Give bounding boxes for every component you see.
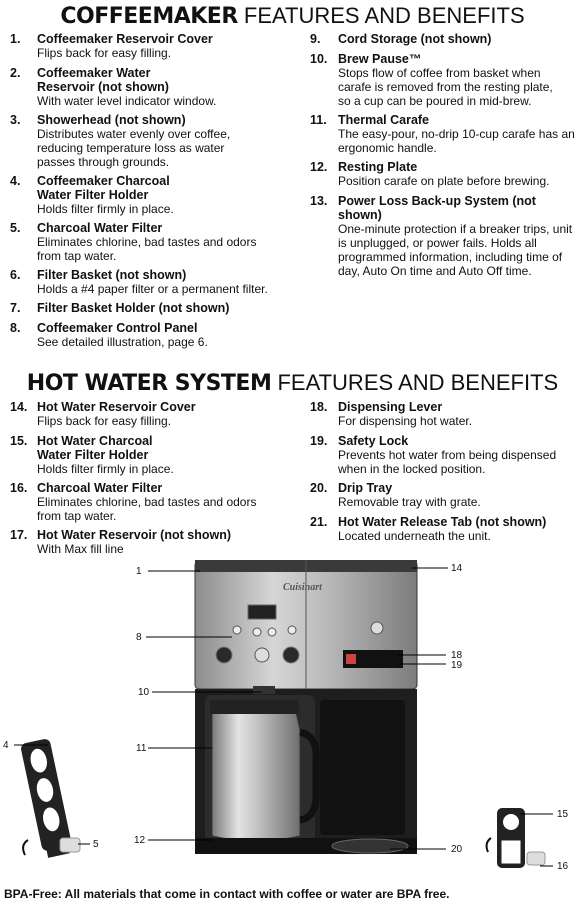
callout-19: 19 xyxy=(451,660,463,671)
feature-item-17: 17. Hot Water Reservoir (not shown) With Max fill line xyxy=(10,528,231,556)
callout-4: 4 xyxy=(3,740,9,751)
feature-item-3: 3. Showerhead (not shown) Distributes water evenly over coffee, reducing temperature loss as water passes through grounds. xyxy=(10,113,231,169)
callout-15: 15 xyxy=(557,809,569,820)
feature-item-12: 12. Resting Plate Position carafe on plate before brewing. xyxy=(310,160,550,188)
charcoal-filter-right xyxy=(527,852,545,865)
feature-item-6: 6. Filter Basket (not shown) Holds a #4 paper filter or a permanent filter. xyxy=(10,268,268,296)
feature-item-8: 8. Coffeemaker Control Panel See detailed illustration, page 6. xyxy=(10,321,208,349)
feature-item-11: 11. Thermal Carafe The easy-pour, no-drip 10-cup carafe has an ergonomic handle. xyxy=(310,113,575,155)
feature-item-20: 20. Drip Tray Removable tray with grate. xyxy=(310,481,481,509)
brew-pause xyxy=(253,686,275,694)
feature-item-13: 13. Power Loss Back-up System (not shown) One-minute protection if a breaker trips, unit is unplugged, or power fails. Holds all programmed information, including time of day, Auto On time and Auto Off time. xyxy=(310,194,573,278)
callout-1: 1 xyxy=(136,566,142,577)
feature-item-16: 16. Charcoal Water Filter Eliminates chlorine, bad tastes and odors from tap water. xyxy=(10,481,257,523)
hot-water-well xyxy=(320,700,405,835)
minute-knob xyxy=(283,647,299,663)
drip-tray xyxy=(332,839,408,853)
feature-item-5: 5. Charcoal Water Filter Eliminates chlorine, bad tastes and odors from tap water. xyxy=(10,221,257,263)
callout-20: 20 xyxy=(451,844,463,855)
callout-12: 12 xyxy=(134,835,146,846)
clock-display xyxy=(248,605,276,619)
feature-item-4: 4. Coffeemaker Charcoal Water Filter Holder Holds filter firmly in place. xyxy=(10,174,174,216)
feature-item-2: 2. Coffeemaker Water Reservoir (not shown) With water level indicator window. xyxy=(10,66,217,108)
hot-water-filter-holder xyxy=(497,808,525,868)
feature-item-15: 15. Hot Water Charcoal Water Filter Holder Holds filter firmly in place. xyxy=(10,434,174,476)
feature-item-18: 18. Dispensing Lever For dispensing hot water. xyxy=(310,400,473,428)
callout-16: 16 xyxy=(557,861,569,872)
feature-item-1: 1. Coffeemaker Reservoir Cover Flips back for easy filling. xyxy=(10,32,213,60)
callout-14: 14 xyxy=(451,563,463,574)
callout-5: 5 xyxy=(93,839,99,850)
callout-10: 10 xyxy=(138,687,150,698)
feature-item-19: 19. Safety Lock Prevents hot water from being dispensed when in the locked position. xyxy=(310,434,557,476)
thermal-carafe xyxy=(212,712,300,841)
on-off-button xyxy=(255,648,269,662)
hour-knob xyxy=(216,647,232,663)
callout-18: 18 xyxy=(451,650,463,661)
charcoal-filter-left xyxy=(60,838,80,852)
brand-logo: Cuisinart xyxy=(283,582,322,593)
safety-lock xyxy=(346,654,356,664)
feature-item-9: 9. Cord Storage (not shown) xyxy=(310,32,492,46)
callout-11: 11 xyxy=(136,743,147,754)
feature-item-10: 10. Brew Pause™ Stops flow of coffee from basket when carafe is removed from the resting plate, so a cup can be poured in mid-brew. xyxy=(310,52,553,108)
bpa-free-footer: BPA-Free: All materials that come in contact with coffee or water are BPA free. xyxy=(4,887,450,901)
hot-water-section-title: HOT WATER SYSTEM FEATURES AND BENEFITS xyxy=(26,370,559,396)
feature-item-7: 7. Filter Basket Holder (not shown) xyxy=(10,301,230,315)
carafe-lid xyxy=(210,700,300,714)
callout-8: 8 xyxy=(136,632,142,643)
hot-water-button xyxy=(371,622,383,634)
coffeemaker-section-title: COFFEEMAKER FEATURES AND BENEFITS xyxy=(60,3,525,29)
feature-item-21: 21. Hot Water Release Tab (not shown) Located underneath the unit. xyxy=(310,515,547,543)
feature-item-14: 14. Hot Water Reservoir Cover Flips back for easy filling. xyxy=(10,400,196,428)
